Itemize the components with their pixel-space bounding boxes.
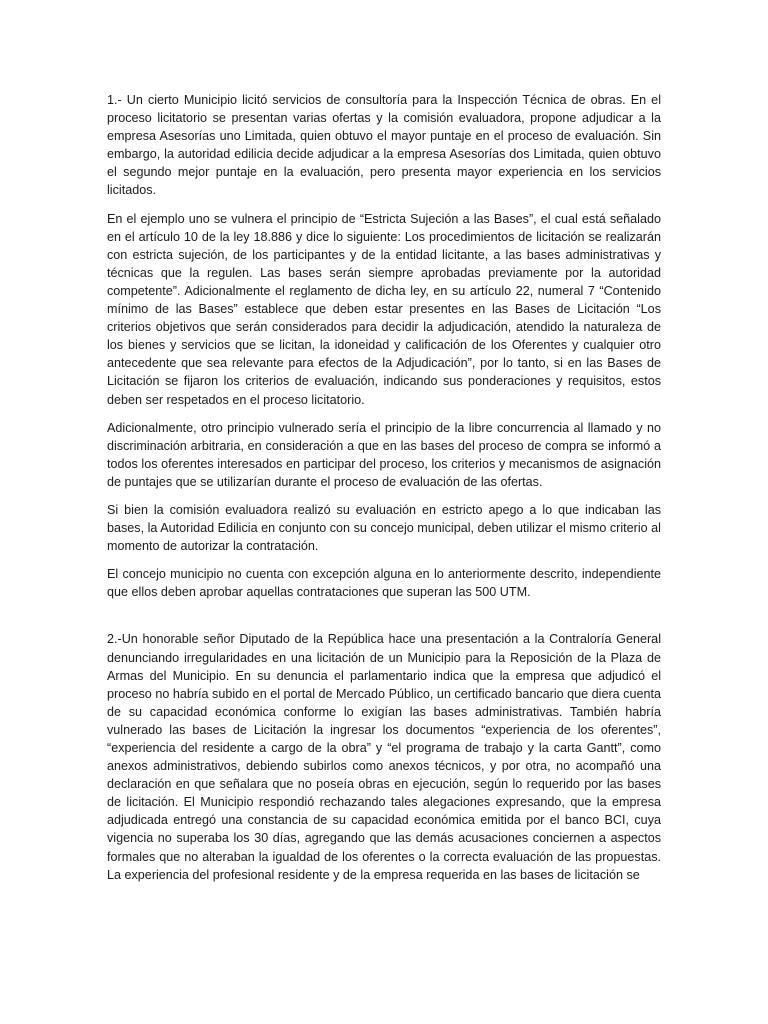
document-page [107,91,661,884]
analysis-paragraph-council: El concejo municipio no cuenta con excepción alguna en lo anteriormente descrito, independiente que ellos deben aprobar aquellas contrataciones que superan las 500 UTM. [107,567,661,600]
section-divider-space [107,601,661,630]
analysis-paragraph-strict-bases: En el ejemplo uno se vulnera el principio de “Estricta Sujeción a las Bases”, el cual está señalado en el artículo 10 de la ley 18.886 y dice lo siguiente: Los procedimientos de licitación se realizarán con estricta sujeción, de los participantes y de la entidad licitante, a las bases administrativas y técnicas que la regulen. Las bases serán siempre aprobadas previamente por la autoridad competente”. Adicionalmente el reglamento de dicha ley, en su artículo 22, numeral 7 “Contenido mínimo de las Bases” establece que deben estar presentes en las Bases de Licitación “Los criterios objetivos que serán considerados para decidir la adjudicación, atendido la naturaleza de los bienes y servicios que se licitan, la idoneidad y calificación de los Oferentes y cualquier otro antecedente que sea relevante para efectos de la Adjudicación”, por lo tanto, si en las Bases de Licitación se fijaron los criterios de evaluación, indicando sus ponderaciones y requisitos, estos deben ser respetados en el proceso licitatorio. [107,211,661,407]
analysis-paragraph-commission: Si bien la comisión evaluadora realizó su evaluación en estricto apego a lo que indicaban las bases, la Autoridad Edilicia en conjunto con su concejo municipal, deben utilizar el mismo criterio al momento de autorizar la contratación. [107,502,661,554]
case-1-statement: 1.- Un cierto Municipio licitó servicios de consultoría para la Inspección Técnica de obras. En el proceso licitatorio se presentan varias ofertas y la comisión evaluadora, propone adjudicar a la empresa Asesorías uno Limitada, quien obtuvo el mayor puntaje en el proceso de evaluación. Sin embargo, la autoridad edilicia decide adjudicar a la empresa Asesorías dos Limitada, quien obtuvo el segundo mejor puntaje en la evaluación, pero presenta mayor experiencia en los servicios licitados. [107,93,661,198]
case-2-statement: 2.-Un honorable señor Diputado de la República hace una presentación a la Contraloría General denunciando irregularidades en una licitación de un Municipio para la Reposición de la Plaza de Armas del Municipio. En su denuncia el parlamentario indica que la empresa que adjudicó el proceso no habría subido en el portal de Mercado Público, un certificado bancario que diera cuenta de su capacidad económica conforme lo exigían las bases administrativas. También habría vulnerado las bases de Licitación la ingresar los documentos “experiencia de los oferentes”, “experiencia del residente a cargo de la obra” y “el programa de trabajo y la carta Gantt”, como anexos administrativos, debiendo subirlos como anexos técnicos, y por otra, no acompañó una declaración en que señalara que no poseía obras en ejecución, según lo requerido por las bases de licitación. El Municipio respondió rechazando tales alegaciones expresando, que la empresa adjudicada entregó una constancia de su capacidad económica emitida por el banco BCI, cuya vigencia no superaba los 30 días, agregando que las demás acusaciones conciernen a aspectos formales que no alteraban la igualdad de los oferentes o la correcta evaluación de las propuestas. La experiencia del profesional residente y de la empresa requerida en las bases de licitación se [107,632,661,882]
analysis-paragraph-free-competition: Adicionalmente, otro principio vulnerado sería el principio de la libre concurrencia al llamado y no discriminación arbitraria, en consideración a que en las bases del proceso de compra se informó a todos los oferentes interesados en participar del proceso, los criterios y mecanismos de asignación de puntajes que se utilizarían durante el proceso de evaluación de las ofertas. [107,420,661,489]
